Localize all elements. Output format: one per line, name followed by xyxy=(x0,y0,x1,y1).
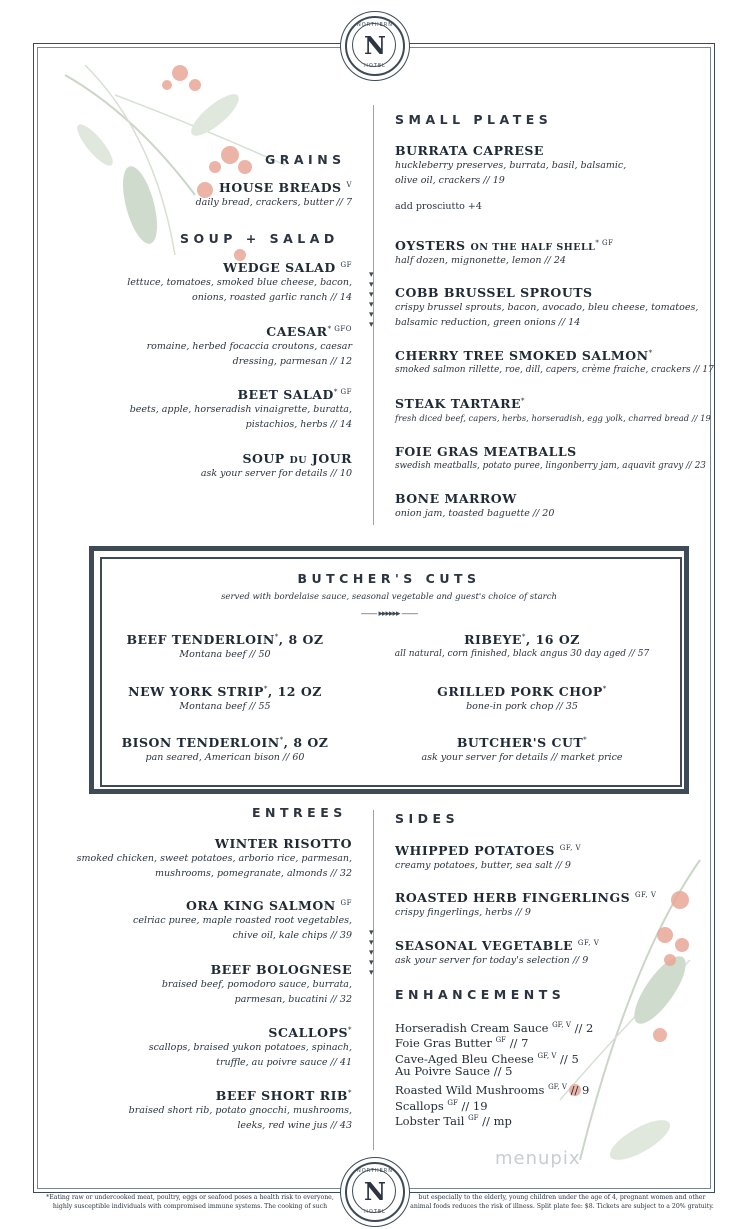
menu-item-beef-tenderloin xyxy=(95,632,355,662)
item-price: // mp xyxy=(482,1113,512,1128)
item-name-small: ON THE HALF SHELL xyxy=(470,242,596,253)
item-name: FOIE GRAS MEATBALLS xyxy=(395,444,577,459)
item-name: BEEF TENDERLOIN xyxy=(126,632,275,647)
menu-item-burrata-caprese xyxy=(395,143,715,214)
item-name: NEW YORK STRIP xyxy=(128,684,264,699)
logo-letter: N xyxy=(364,31,386,60)
item-description-price: pistachios, herbs // 14 xyxy=(245,419,352,430)
item-price: // 5 xyxy=(560,1051,579,1066)
menu-item-beef-bolognese xyxy=(52,962,352,1007)
menu-item-ora-king-salmon xyxy=(52,898,352,943)
section-heading-small-plates: SMALL PLATES xyxy=(395,112,553,127)
diet-tag: * xyxy=(602,684,607,693)
item-price: // 19 xyxy=(461,1098,488,1113)
item-name: WEDGE SALAD xyxy=(223,260,336,275)
menu-item-roasted-herb-fingerlings xyxy=(395,890,705,920)
menu-item-scallops xyxy=(52,1025,352,1070)
logo-top-text: NORTHERN xyxy=(357,1168,393,1174)
menu-item-caesar xyxy=(52,324,352,369)
logo-top-text: NORTHERN xyxy=(357,22,393,28)
section-heading-butchers-cuts: BUTCHER'S CUTS xyxy=(297,571,481,586)
item-name: WINTER RISOTTO xyxy=(214,836,352,851)
item-name: ROASTED HERB FINGERLINGS xyxy=(395,890,631,905)
item-price: // 5 xyxy=(493,1064,513,1078)
item-description-price: creamy potatoes, butter, sea salt // 9 xyxy=(395,860,571,871)
item-name: Lobster Tail xyxy=(395,1113,465,1128)
bottom-column-divider xyxy=(373,810,374,1150)
item-description: crispy brussel sprouts, bacon, avocado, bleu cheese, tomatoes, xyxy=(395,302,699,313)
enhancement-lobster-tail xyxy=(395,1111,512,1129)
item-name: BEEF BOLOGNESE xyxy=(210,962,352,977)
item-name: BURRATA CAPRESE xyxy=(395,143,544,158)
butchers-cuts-divider-arrow: —— ▸▸▸▸▸▸ —— xyxy=(360,609,418,619)
diet-tag: * GFO xyxy=(327,324,352,333)
item-name: Cave-Aged Bleu Cheese xyxy=(395,1051,534,1066)
diet-tag: * GF xyxy=(595,238,614,247)
item-price: // 9 xyxy=(570,1082,590,1097)
diet-tag: * xyxy=(279,735,284,744)
northern-hotel-logo-top xyxy=(345,16,405,76)
item-name: WHIPPED POTATOES xyxy=(395,843,555,858)
diet-tag: * xyxy=(348,1088,352,1097)
item-description: braised short rib, potato gnocchi, mushrooms, xyxy=(128,1105,352,1116)
menupix-watermark: menupix xyxy=(495,1148,581,1169)
footer-disclaimer-right: but especially to the elderly, young children under the age of 4, pregnant women and other animal foods reduces the risk of illness. Split plate fee: $8. Tickets are subject to a 20% gratuity. xyxy=(410,1194,714,1210)
item-description-price: ask your server for today's selection // 9 xyxy=(395,955,589,966)
divider-arrow-top: ▾ ▾ ▾ ▾ ▾ ▾ xyxy=(369,270,374,330)
diet-tag: GF xyxy=(340,898,352,907)
menu-item-cobb-brussel-sprouts xyxy=(395,285,715,330)
item-description: braised beef, pomodoro sauce, burrata, xyxy=(161,979,352,990)
item-description-price: half dozen, mignonette, lemon // 24 xyxy=(395,255,566,266)
item-name: HOUSE BREADS xyxy=(219,180,342,195)
item-description-price: onion jam, toasted baguette // 20 xyxy=(395,508,555,519)
item-name: SOUP xyxy=(242,451,285,466)
diet-tag: GF xyxy=(495,1036,507,1044)
item-description: daily bread, crackers, butter // 7 xyxy=(195,197,352,208)
item-description-price: pan seared, American bison // 60 xyxy=(145,752,305,763)
item-description-price: all natural, corn finished, black angus 30 day aged // 57 xyxy=(394,649,650,659)
item-size: , 8 OZ xyxy=(278,632,324,647)
item-name: BEEF SHORT RIB xyxy=(215,1088,348,1103)
item-description-price: fresh diced beef, capers, herbs, horseradish, egg yolk, charred bread // 19 xyxy=(395,413,711,423)
diet-tag: GF, V xyxy=(552,1021,571,1029)
menu-item-butchers-cut xyxy=(380,735,664,765)
item-description: celriac puree, maple roasted root vegetables, xyxy=(133,915,352,926)
item-description: romaine, herbed focaccia croutons, caesar xyxy=(146,341,352,352)
item-description: beets, apple, horseradish vinaigrette, buratta, xyxy=(129,404,352,415)
diet-tag: * xyxy=(263,684,268,693)
menu-item-bison-tenderloin xyxy=(95,735,355,765)
menu-item-seasonal-vegetable xyxy=(395,938,705,968)
logo-bottom-text: HOTEL xyxy=(364,1209,386,1215)
item-description-price: crispy fingerlings, herbs // 9 xyxy=(395,907,531,918)
menu-item-foie-gras-meatballs xyxy=(395,444,715,474)
diet-tag: GF xyxy=(340,260,352,269)
item-description-price: Montana beef // 55 xyxy=(179,701,271,712)
diet-tag: * xyxy=(521,396,525,405)
item-description-price: balsamic reduction, green onions // 14 xyxy=(395,317,581,328)
divider-arrow-bottom: ▾ ▾ ▾ ▾ ▾ xyxy=(369,928,374,978)
item-description-price: bone-in pork chop // 35 xyxy=(466,701,578,712)
item-price: // 2 xyxy=(574,1020,594,1035)
diet-tag: * xyxy=(274,632,279,641)
menu-item-oysters xyxy=(395,238,715,268)
menu-item-bone-marrow xyxy=(395,491,715,521)
item-name: CAESAR xyxy=(266,324,328,339)
item-description-price: dressing, parmesan // 12 xyxy=(232,356,352,367)
diet-tag: * xyxy=(348,1025,352,1034)
diet-tag: * xyxy=(521,632,526,641)
menu-item-ribeye xyxy=(380,632,664,662)
menu-item-soup-du-jour xyxy=(52,451,352,481)
logo-letter: N xyxy=(364,1177,386,1206)
item-name: BUTCHER'S CUT xyxy=(456,735,584,750)
item-name: CHERRY TREE SMOKED SALMON xyxy=(395,348,649,363)
item-name: RIBEYE xyxy=(464,632,522,647)
item-name: Horseradish Cream Sauce xyxy=(395,1020,549,1035)
item-description-price: truffle, au poivre sauce // 41 xyxy=(216,1057,352,1068)
item-price: // 7 xyxy=(509,1035,529,1050)
item-name: SCALLOPS xyxy=(268,1025,348,1040)
menu-item-whipped-potatoes xyxy=(395,843,705,873)
item-name: JOUR xyxy=(311,451,352,466)
enhancement-au-poivre xyxy=(395,1064,512,1080)
item-description-price: swedish meatballs, potato puree, lingonberry jam, aquavit gravy // 23 xyxy=(395,461,706,471)
menu-item-house-breads xyxy=(52,180,352,210)
item-size: , 8 OZ xyxy=(283,735,329,750)
item-description-price: smoked salmon rillette, roe, dill, capers, crème fraiche, crackers // 17 xyxy=(395,365,714,375)
diet-tag: V xyxy=(346,180,352,189)
item-name: COBB BRUSSEL SPROUTS xyxy=(395,285,593,300)
section-heading-grains: GRAINS xyxy=(265,152,346,167)
diet-tag: GF xyxy=(447,1099,458,1107)
item-description-price: leeks, red wine jus // 43 xyxy=(237,1120,352,1131)
diet-tag: GF, V xyxy=(548,1083,567,1091)
item-name: STEAK TARTARE xyxy=(395,396,521,411)
item-name-small: DU xyxy=(289,455,308,466)
item-name: BONE MARROW xyxy=(395,491,517,506)
diet-tag: GF, V xyxy=(559,843,582,852)
menu-item-winter-risotto xyxy=(52,836,352,881)
menu-item-beet-salad xyxy=(52,387,352,432)
section-heading-entrees: ENTREES xyxy=(252,805,347,820)
item-name: BISON TENDERLOIN xyxy=(121,735,280,750)
item-description: lettuce, tomatoes, smoked blue cheese, bacon, xyxy=(127,277,352,288)
diet-tag: GF, V xyxy=(577,938,600,947)
menu-item-wedge-salad xyxy=(52,260,352,305)
item-size: , 16 OZ xyxy=(525,632,580,647)
item-description: smoked chicken, sweet potatoes, arborio rice, parmesan, xyxy=(76,853,352,864)
diet-tag: * xyxy=(648,348,653,357)
item-description-price: Montana beef // 50 xyxy=(179,649,271,660)
item-size: , 12 OZ xyxy=(267,684,322,699)
item-name: BEET SALAD xyxy=(237,387,334,402)
section-heading-soup-salad: SOUP + SALAD xyxy=(180,231,339,246)
item-name: OYSTERS xyxy=(395,238,466,253)
item-description-price: olive oil, crackers // 19 xyxy=(395,175,505,186)
footer-disclaimer-left: *Eating raw or undercooked meat, poultry, eggs or seafood poses a health risk to everyone, highly susceptible individuals with compromised immune systems. The cooking of such xyxy=(46,1194,334,1210)
item-name: ORA KING SALMON xyxy=(186,898,336,913)
menu-item-new-york-strip xyxy=(95,684,355,714)
menu-item-cherry-tree-smoked-salmon xyxy=(395,348,715,378)
item-description: scallops, braised yukon potatoes, spinach, xyxy=(148,1042,352,1053)
item-description-price: chive oil, kale chips // 39 xyxy=(232,930,352,941)
diet-tag: GF, V xyxy=(635,890,657,899)
item-description-price: mushrooms, pomegranate, almonds // 32 xyxy=(154,868,352,879)
item-addon: add prosciutto +4 xyxy=(395,201,482,212)
diet-tag: GF xyxy=(468,1114,479,1122)
item-description-price: ask your server for details // 10 xyxy=(200,468,352,479)
item-name: Foie Gras Butter xyxy=(395,1035,492,1050)
item-name: Roasted Wild Mushrooms xyxy=(395,1082,545,1097)
item-description-price: onions, roasted garlic ranch // 14 xyxy=(192,292,352,303)
menu-item-beef-short-rib xyxy=(52,1088,352,1133)
butchers-cuts-subtitle: served with bordelaise sauce, seasonal vegetable and guest's choice of starch xyxy=(221,592,557,602)
item-description-price: ask your server for details // market price xyxy=(421,752,623,763)
section-heading-enhancements: ENHANCEMENTS xyxy=(395,987,566,1002)
item-description: huckleberry preserves, burrata, basil, balsamic, xyxy=(395,160,627,171)
northern-hotel-logo-bottom xyxy=(345,1162,405,1222)
diet-tag: * GF xyxy=(333,387,352,396)
item-name: GRILLED PORK CHOP xyxy=(437,684,603,699)
menu-item-grilled-pork-chop xyxy=(380,684,664,714)
item-name: SEASONAL VEGETABLE xyxy=(395,938,574,953)
section-heading-sides: SIDES xyxy=(395,811,460,826)
logo-bottom-text: HOTEL xyxy=(364,63,386,69)
item-description-price: parmesan, bucatini // 32 xyxy=(234,994,352,1005)
menu-item-steak-tartare xyxy=(395,396,715,426)
diet-tag: * xyxy=(583,735,588,744)
item-name: Au Poivre Sauce xyxy=(395,1064,491,1078)
diet-tag: GF, V xyxy=(537,1052,557,1060)
item-name: Scallops xyxy=(395,1098,444,1113)
